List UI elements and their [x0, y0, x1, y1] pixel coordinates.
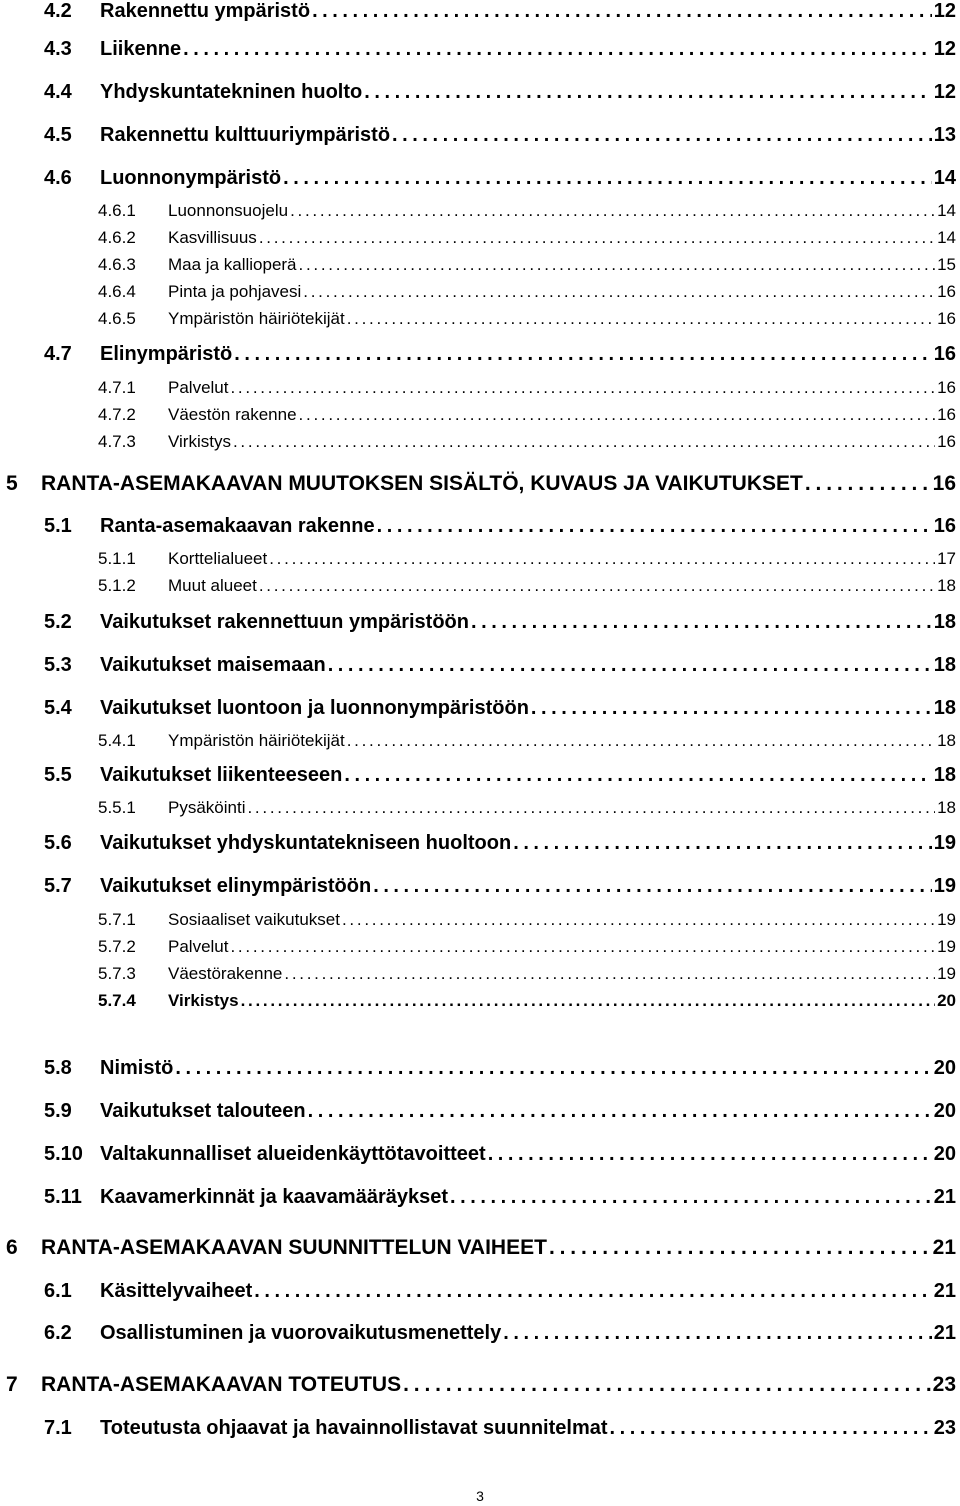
toc-entry[interactable]	[44, 1186, 956, 1209]
toc-entry[interactable]	[44, 611, 956, 634]
toc-entry-page: 21	[933, 1322, 956, 1344]
toc-entry[interactable]	[98, 309, 956, 329]
toc-entry-number: 5	[6, 472, 18, 495]
dot-leader	[347, 309, 935, 329]
toc-entry[interactable]	[44, 0, 956, 23]
toc-entry-number: 5.7.3	[98, 964, 136, 983]
dot-leader	[259, 228, 935, 248]
toc-entry-page: 19	[937, 937, 956, 956]
dot-leader	[230, 937, 935, 957]
dot-leader	[364, 81, 932, 104]
toc-entry-title: Liikenne	[100, 38, 182, 60]
toc-entry[interactable]	[98, 255, 956, 275]
toc-entry-number: 5.3	[44, 654, 72, 676]
dot-leader	[488, 1143, 932, 1166]
toc-entry-title: Kasvillisuus	[168, 228, 257, 247]
toc-entry-page: 18	[933, 611, 956, 633]
toc-entry-page: 18	[933, 697, 956, 719]
toc-entry-number: 5.4	[44, 697, 72, 719]
toc-entry-page: 14	[937, 228, 956, 247]
toc-entry-number: 4.7.2	[98, 405, 136, 424]
toc-entry[interactable]	[98, 378, 956, 398]
toc-entry-page: 20	[937, 991, 956, 1010]
toc-entry-number: 4.7.1	[98, 378, 136, 397]
toc-entry[interactable]	[98, 549, 956, 569]
dot-leader	[392, 124, 932, 147]
toc-entry-number: 5.11	[44, 1186, 82, 1208]
toc-entry-title: Pinta ja pohjavesi	[168, 282, 302, 301]
toc-entry-title: Ympäristön häiriötekijät	[168, 731, 345, 750]
toc-entry[interactable]	[44, 764, 956, 787]
toc-entry-number: 5.1.2	[98, 576, 136, 595]
toc-entry-page: 12	[933, 0, 956, 22]
toc-entry-number: 4.6.1	[98, 201, 136, 220]
toc-entry-title: Vaikutukset rakennettuun ympäristöön	[100, 611, 469, 633]
toc-entry-page: 21	[933, 1280, 956, 1302]
toc-entry-number: 5.7.1	[98, 910, 136, 929]
toc-entry-number: 5.6	[44, 832, 72, 854]
dot-leader	[471, 611, 932, 634]
toc-entry-number: 7.1	[44, 1417, 72, 1439]
dot-leader	[344, 764, 931, 787]
toc-entry-number: 7	[6, 1373, 18, 1396]
toc-entry[interactable]	[98, 991, 956, 1011]
toc-entry[interactable]	[98, 910, 956, 930]
dot-leader	[233, 432, 935, 452]
toc-entry-number: 4.3	[44, 38, 72, 60]
toc-entry-page: 14	[933, 167, 956, 189]
toc-entry[interactable]	[44, 1280, 956, 1303]
toc-entry-page: 20	[933, 1143, 956, 1165]
toc-entry[interactable]	[98, 798, 956, 818]
toc-entry-page: 12	[933, 38, 956, 60]
toc-entry-number: 4.7	[44, 343, 72, 365]
toc-entry-number: 4.6.2	[98, 228, 136, 247]
toc-entry-title: Väestörakenne	[168, 964, 283, 983]
toc-entry-page: 21	[932, 1236, 956, 1259]
toc-entry-title: Luonnonympäristö	[100, 167, 282, 189]
toc-entry-title: Vaikutukset luontoon ja luonnonympäristöön	[100, 697, 529, 719]
toc-entry-page: 15	[937, 255, 956, 274]
toc-entry-number: 5.7	[44, 875, 72, 897]
toc-entry-title: RANTA-ASEMAKAAVAN SUUNNITTELUN VAIHEET	[41, 1236, 547, 1259]
toc-entry-title: Pysäköinti	[168, 798, 246, 817]
dot-leader	[312, 0, 932, 23]
toc-entry-page: 19	[937, 964, 956, 983]
toc-entry-page: 16	[937, 432, 956, 451]
toc-entry-title: Palvelut	[168, 378, 229, 397]
toc-entry-title: Vaikutukset liikenteeseen	[100, 764, 343, 786]
toc-entry-number: 5.10	[44, 1143, 83, 1165]
toc-entry-number: 4.2	[44, 0, 72, 22]
toc-entry-number: 5.1	[44, 515, 72, 537]
toc-entry-number: 5.5.1	[98, 798, 136, 817]
toc-entry-page: 19	[933, 832, 956, 854]
toc-entry-title: Osallistuminen ja vuorovaikutusmenettely	[100, 1322, 502, 1344]
toc-entry[interactable]	[44, 654, 956, 677]
dot-leader	[549, 1236, 931, 1260]
dot-leader	[531, 697, 932, 720]
toc-entry-number: 5.5	[44, 764, 72, 786]
toc-entry[interactable]	[6, 1236, 956, 1260]
dot-leader	[175, 1057, 931, 1080]
toc-entry-page: 16	[937, 282, 956, 301]
toc-entry-title: Ranta-asemakaavan rakenne	[100, 515, 375, 537]
toc-entry-page: 18	[937, 798, 956, 817]
dot-leader	[373, 875, 932, 898]
toc-entry[interactable]	[98, 731, 956, 751]
dot-leader	[403, 1373, 931, 1397]
toc-entry-page: 16	[933, 343, 956, 365]
toc-entry-number: 4.6	[44, 167, 72, 189]
toc-entry-title: Virkistys	[168, 991, 239, 1010]
toc-entry[interactable]	[98, 201, 956, 221]
toc-entry-title: RANTA-ASEMAKAAVAN TOTEUTUS	[41, 1373, 402, 1396]
toc-entry-number: 5.4.1	[98, 731, 136, 750]
toc-entry-title: Maa ja kallioperä	[168, 255, 297, 274]
toc-entry[interactable]	[44, 697, 956, 720]
toc-entry-page: 12	[933, 81, 956, 103]
dot-leader	[299, 405, 936, 425]
toc-entry-page: 18	[937, 576, 956, 595]
toc-entry[interactable]	[6, 1373, 956, 1397]
dot-leader	[342, 910, 935, 930]
toc-entry-page: 19	[933, 875, 956, 897]
toc-entry-title: Ympäristön häiriötekijät	[168, 309, 345, 328]
toc-entry-title: Sosiaaliset vaikutukset	[168, 910, 340, 929]
toc-entry-page: 23	[932, 1373, 956, 1396]
toc-entry-number: 6.1	[44, 1280, 72, 1302]
toc-entry[interactable]	[98, 432, 956, 452]
dot-leader	[183, 38, 932, 61]
toc-entry-page: 18	[933, 654, 956, 676]
toc-entry[interactable]	[6, 472, 956, 496]
toc-entry-page: 16	[932, 472, 956, 495]
toc-entry-page: 21	[933, 1186, 956, 1208]
toc-entry-page: 19	[937, 910, 956, 929]
page-number: 3	[476, 1488, 484, 1504]
dot-leader	[303, 282, 935, 302]
dot-leader	[328, 654, 932, 677]
toc-entry[interactable]	[98, 282, 956, 302]
toc-entry-title: Korttelialueet	[168, 549, 268, 568]
dot-leader	[299, 255, 936, 275]
toc-entry[interactable]	[44, 38, 956, 61]
toc-entry[interactable]	[44, 1143, 956, 1166]
toc-entry-title: Kaavamerkinnät ja kaavamääräykset	[100, 1186, 449, 1208]
dot-leader	[284, 964, 935, 984]
dot-leader	[347, 731, 935, 751]
toc-entry-title: Luonnonsuojelu	[168, 201, 289, 220]
toc-entry-page: 18	[937, 731, 956, 750]
toc-entry-title: RANTA-ASEMAKAAVAN MUUTOKSEN SISÄLTÖ, KUVAUS JA VAIKUTUKSET	[41, 472, 803, 495]
toc-entry-page: 16	[937, 309, 956, 328]
dot-leader	[241, 991, 936, 1011]
toc-entry-title: Muut alueet	[168, 576, 257, 595]
dot-leader	[610, 1417, 932, 1440]
toc-entry-number: 6	[6, 1236, 18, 1259]
toc-entry[interactable]	[44, 81, 956, 104]
dot-leader	[283, 167, 932, 190]
toc-entry-title: Käsittelyvaiheet	[100, 1280, 253, 1302]
toc-entry-title: Vaikutukset maisemaan	[100, 654, 326, 676]
toc-entry-title: Vaikutukset yhdyskuntatekniseen huoltoon	[100, 832, 512, 854]
dot-leader	[450, 1186, 932, 1209]
toc-entry-number: 5.9	[44, 1100, 72, 1122]
toc-entry-number: 4.4	[44, 81, 72, 103]
toc-entry-page: 18	[933, 764, 956, 786]
dot-leader	[290, 201, 935, 221]
dot-leader	[503, 1322, 932, 1345]
toc-entry-title: Väestön rakenne	[168, 405, 297, 424]
toc-entry-title: Toteutusta ohjaavat ja havainnollistavat suunnitelmat	[100, 1417, 608, 1439]
toc-entry-page: 20	[933, 1057, 956, 1079]
toc-entry-number: 5.7.4	[98, 991, 136, 1010]
toc-entry[interactable]	[44, 1322, 956, 1345]
toc-entry-title: Virkistys	[168, 432, 231, 451]
toc-entry-page: 16	[937, 405, 956, 424]
toc-entry[interactable]	[44, 1057, 956, 1080]
toc-entry-number: 4.6.5	[98, 309, 136, 328]
toc-entry-number: 5.1.1	[98, 549, 136, 568]
toc-entry-title: Nimistö	[100, 1057, 174, 1079]
toc-entry[interactable]	[98, 964, 956, 984]
toc-entry-page: 14	[937, 201, 956, 220]
dot-leader	[269, 549, 935, 569]
toc-entry-page: 17	[937, 549, 956, 568]
toc-entry-number: 5.2	[44, 611, 72, 633]
toc-entry[interactable]	[98, 405, 956, 425]
toc-entry[interactable]	[98, 937, 956, 957]
toc-entry-number: 4.7.3	[98, 432, 136, 451]
dot-leader	[308, 1100, 932, 1123]
toc-entry-number: 6.2	[44, 1322, 72, 1344]
toc-entry-title: Vaikutukset elinympäristöön	[100, 875, 372, 897]
toc-entry[interactable]	[44, 1417, 956, 1440]
toc-entry-title: Rakennettu ympäristö	[100, 0, 311, 22]
toc-entry-title: Palvelut	[168, 937, 229, 956]
toc-entry[interactable]	[98, 228, 956, 248]
dot-leader	[805, 472, 931, 496]
dot-leader	[254, 1280, 931, 1303]
toc-entry-number: 4.5	[44, 124, 72, 146]
toc-entry[interactable]	[44, 832, 956, 855]
toc-entry-title: Valtakunnalliset alueidenkäyttötavoitteet	[100, 1143, 486, 1165]
toc-entry-number: 5.7.2	[98, 937, 136, 956]
toc-entry-page: 13	[933, 124, 956, 146]
toc-entry[interactable]	[44, 875, 956, 898]
toc-entry-number: 4.6.3	[98, 255, 136, 274]
toc-entry[interactable]	[44, 167, 956, 190]
toc-entry[interactable]	[44, 343, 956, 366]
dot-leader	[513, 832, 932, 855]
dot-leader	[377, 515, 932, 538]
toc-entry-page: 23	[933, 1417, 956, 1439]
toc-entry-title: Elinympäristö	[100, 343, 233, 365]
dot-leader	[259, 576, 935, 596]
toc-entry-page: 20	[933, 1100, 956, 1122]
toc-entry-page: 16	[933, 515, 956, 537]
toc-entry[interactable]	[98, 576, 956, 596]
toc-entry-number: 4.6.4	[98, 282, 136, 301]
toc-entry[interactable]	[44, 124, 956, 147]
toc-entry-title: Yhdyskuntatekninen huolto	[100, 81, 363, 103]
dot-leader	[230, 378, 935, 398]
dot-leader	[247, 798, 935, 818]
toc-entry-number: 5.8	[44, 1057, 72, 1079]
toc-entry[interactable]	[44, 1100, 956, 1123]
toc-entry-title: Vaikutukset talouteen	[100, 1100, 306, 1122]
toc-entry[interactable]	[44, 515, 956, 538]
dot-leader	[234, 343, 931, 366]
toc-entry-title: Rakennettu kulttuuriympäristö	[100, 124, 391, 146]
toc-entry-page: 16	[937, 378, 956, 397]
